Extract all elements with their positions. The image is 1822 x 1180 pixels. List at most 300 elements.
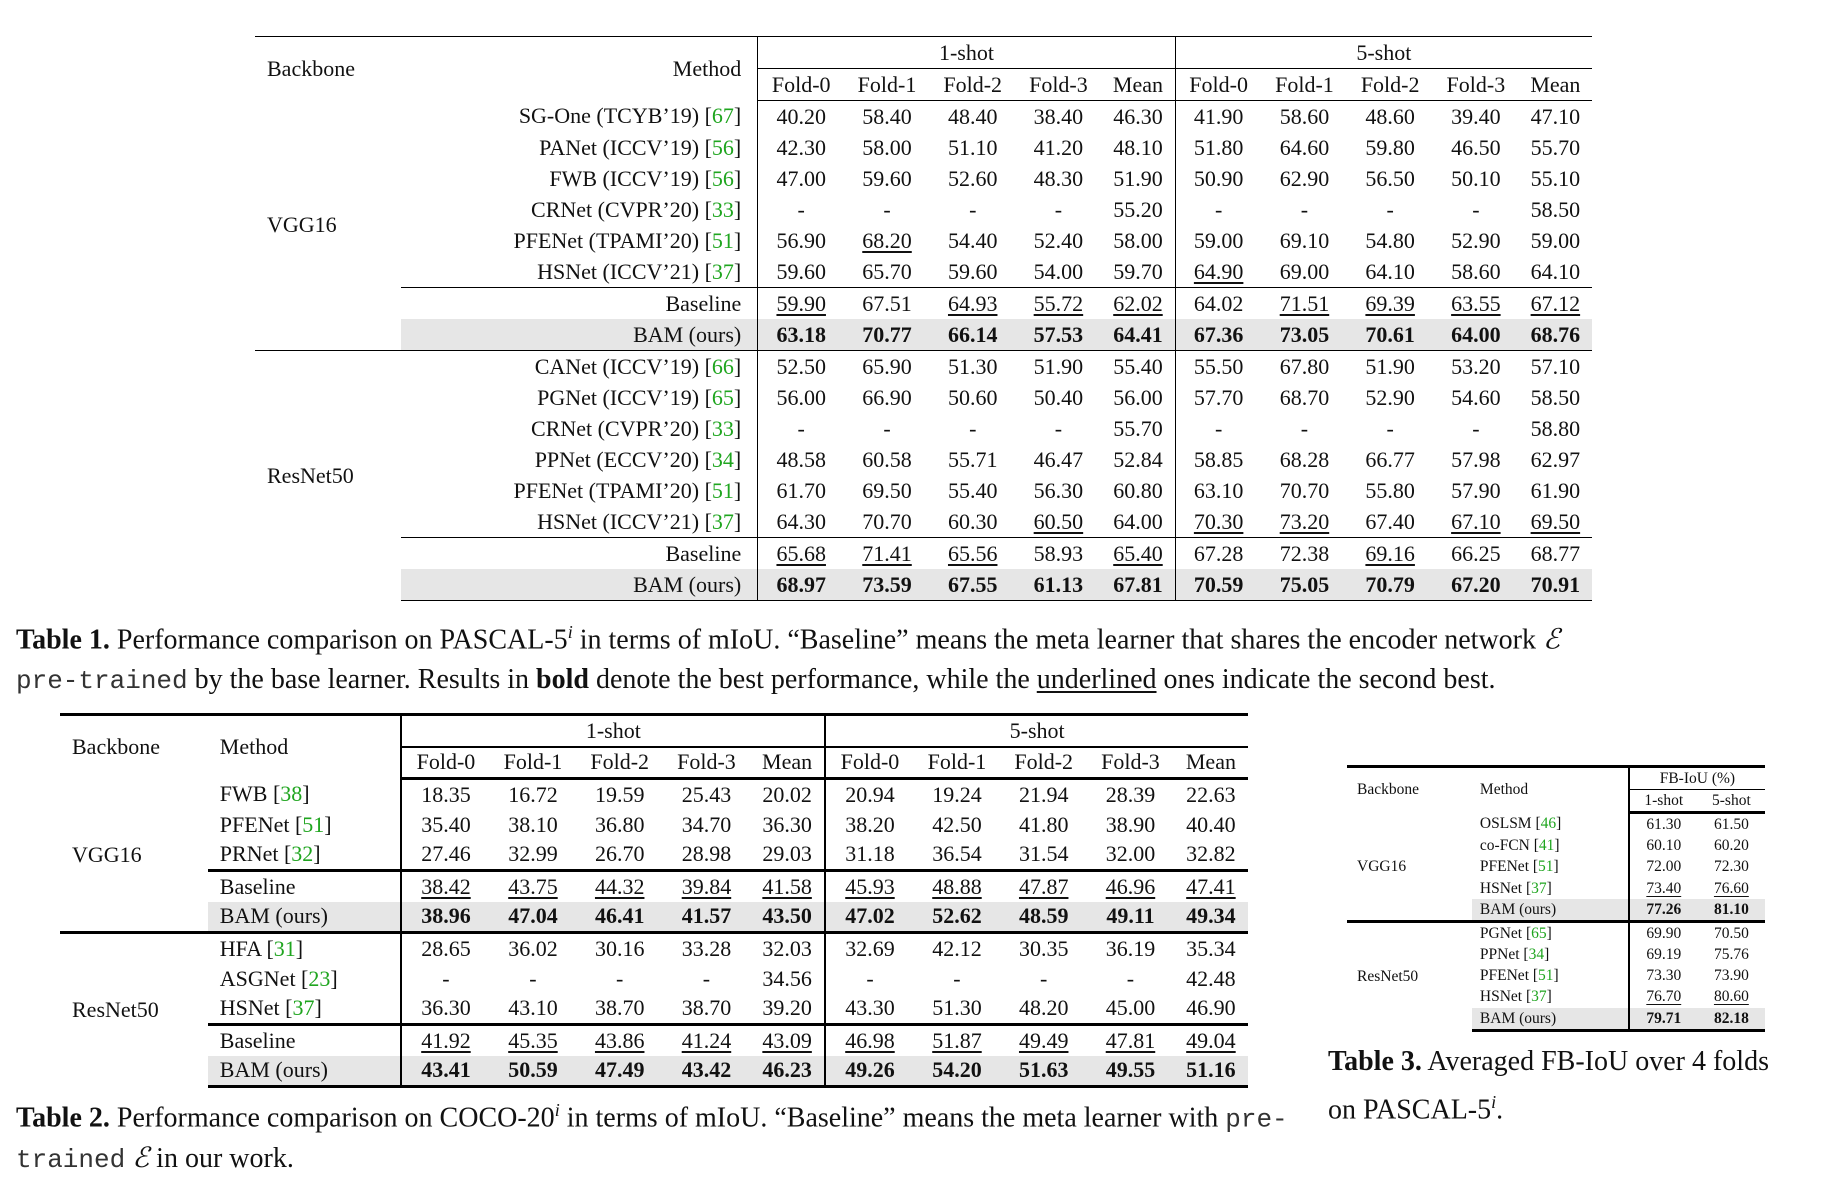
value-text: 65.56 xyxy=(947,540,998,566)
value-text: - xyxy=(969,415,977,441)
value-cell xyxy=(1698,922,1765,945)
value-cell xyxy=(1175,413,1261,444)
value-cell xyxy=(825,1056,913,1087)
value-text: 48.40 xyxy=(947,103,998,129)
header-col: Fold-0 xyxy=(1175,69,1261,101)
value-cell xyxy=(750,779,826,810)
method-cell xyxy=(401,569,758,601)
value-text: 58.60 xyxy=(1279,103,1330,129)
method-cell: PFENet (TPAMI’20) [51] xyxy=(513,227,742,253)
value-cell xyxy=(930,225,1016,256)
value-cell xyxy=(576,870,663,901)
method-cell xyxy=(208,1056,402,1087)
value-cell xyxy=(844,382,930,413)
header-col: Fold-3 xyxy=(1016,69,1102,101)
value-cell xyxy=(758,569,844,601)
value-text: - xyxy=(1054,196,1063,222)
value-text: 66.25 xyxy=(1451,540,1501,566)
value-cell xyxy=(1101,475,1175,506)
value-cell xyxy=(1262,475,1348,506)
value-text: 47.00 xyxy=(776,165,826,191)
method-name: PPNet [ xyxy=(1479,946,1529,964)
citation-link[interactable]: 51 xyxy=(711,227,734,253)
value-cell xyxy=(844,256,930,288)
citation-link[interactable]: 37 xyxy=(1531,988,1547,1006)
value-cell xyxy=(1174,964,1248,994)
value-text: 63.55 xyxy=(1451,290,1501,316)
value-text: 71.41 xyxy=(862,540,912,566)
value-cell xyxy=(914,1024,1001,1055)
value-cell xyxy=(1101,256,1175,288)
value-text: 28.65 xyxy=(421,935,471,961)
value-text: 80.60 xyxy=(1713,988,1749,1006)
value-cell xyxy=(663,1056,750,1087)
method-name: BAM (ours) xyxy=(219,1057,328,1083)
method-name: BAM (ours) xyxy=(219,903,328,929)
backbone-cell: ResNet50 xyxy=(60,933,208,1087)
value-cell xyxy=(930,569,1016,601)
value-text: 48.30 xyxy=(1033,165,1084,191)
value-cell xyxy=(1262,538,1348,570)
value-cell xyxy=(1347,538,1433,570)
header-5shot: 5-shot xyxy=(825,715,1248,747)
citation-link[interactable]: 46 xyxy=(1540,815,1557,833)
citation-link[interactable]: 37 xyxy=(1531,879,1547,897)
value-cell xyxy=(1016,475,1102,506)
value-text: 60.10 xyxy=(1646,837,1682,855)
method-cell: HSNet [37] xyxy=(219,995,322,1021)
value-cell xyxy=(576,933,663,964)
value-cell xyxy=(930,288,1016,320)
value-cell xyxy=(1519,256,1592,288)
value-text: 52.62 xyxy=(932,903,982,929)
value-text: 59.00 xyxy=(1193,227,1244,253)
method-name: Baseline xyxy=(665,540,742,566)
value-cell xyxy=(844,475,930,506)
value-text: 60.50 xyxy=(1033,508,1084,534)
value-cell xyxy=(1000,933,1087,964)
citation-link[interactable]: 51 xyxy=(1538,858,1554,876)
citation-link[interactable]: 56 xyxy=(711,165,734,191)
citation-link[interactable]: 34 xyxy=(711,446,734,472)
method-cell: PPNet [34] xyxy=(1479,946,1550,964)
value-text: 61.13 xyxy=(1033,571,1084,597)
value-cell xyxy=(750,964,826,994)
table-row xyxy=(60,870,1248,901)
value-cell xyxy=(844,194,930,225)
value-text: 81.10 xyxy=(1713,900,1749,918)
value-cell xyxy=(663,933,750,964)
value-cell xyxy=(844,506,930,538)
value-text: 51.10 xyxy=(947,134,998,160)
value-cell xyxy=(1175,444,1261,475)
value-cell xyxy=(1347,413,1433,444)
method-name: HSNet [ xyxy=(1479,988,1532,1006)
value-cell xyxy=(1016,256,1102,288)
value-cell xyxy=(1698,836,1765,857)
value-cell xyxy=(825,964,913,994)
method-cell: CANet (ICCV’19) [66] xyxy=(401,351,758,383)
value-text: 51.90 xyxy=(1033,353,1084,379)
header-col: Mean xyxy=(750,747,826,779)
value-text: 55.10 xyxy=(1530,165,1581,191)
citation-link[interactable]: 37 xyxy=(292,995,315,1021)
method-name: Baseline xyxy=(665,290,742,316)
value-text: 55.70 xyxy=(1113,415,1163,441)
citation-link[interactable]: 33 xyxy=(711,196,734,222)
value-cell xyxy=(825,839,913,870)
table-row xyxy=(60,810,1248,840)
method-cell xyxy=(208,1024,402,1055)
value-cell xyxy=(758,382,844,413)
value-text: 68.77 xyxy=(1530,540,1581,566)
value-cell xyxy=(1016,351,1102,383)
citation-link[interactable]: 41 xyxy=(1538,837,1555,855)
value-cell xyxy=(930,256,1016,288)
citation-link[interactable]: 31 xyxy=(273,935,296,961)
value-cell xyxy=(1433,194,1519,225)
value-text: 32.99 xyxy=(508,841,558,867)
value-text: 67.28 xyxy=(1193,540,1244,566)
value-text: 57.98 xyxy=(1451,446,1501,472)
value-cell xyxy=(1347,194,1433,225)
value-text: 65.40 xyxy=(1113,540,1163,566)
value-cell xyxy=(1087,779,1174,810)
value-text: 66.14 xyxy=(947,321,998,347)
value-text: 67.55 xyxy=(947,571,998,597)
value-cell xyxy=(1174,993,1248,1024)
value-text: 69.39 xyxy=(1365,290,1415,316)
header-1shot: 1-shot xyxy=(758,37,1175,69)
value-cell xyxy=(576,1024,663,1055)
citation-link[interactable]: 37 xyxy=(711,508,734,534)
value-text: 66.90 xyxy=(862,384,912,410)
value-text: - xyxy=(797,196,805,222)
value-cell xyxy=(1175,132,1261,163)
value-text: 20.94 xyxy=(845,781,895,807)
value-text: 38.70 xyxy=(594,995,645,1021)
value-text: 64.60 xyxy=(1279,134,1330,160)
value-cell xyxy=(1433,351,1519,383)
method-name: FWB [ xyxy=(219,781,281,807)
value-cell xyxy=(576,839,663,870)
value-cell xyxy=(758,475,844,506)
value-text: 79.71 xyxy=(1646,1009,1682,1027)
value-text: 58.50 xyxy=(1530,384,1581,410)
value-text: 54.40 xyxy=(947,227,998,253)
value-text: 51.16 xyxy=(1186,1057,1236,1083)
value-text: - xyxy=(442,965,450,991)
table-row xyxy=(255,444,1592,475)
value-text: 59.60 xyxy=(947,258,998,284)
value-text: 47.10 xyxy=(1530,103,1581,129)
value-text: 49.55 xyxy=(1105,1057,1156,1083)
table-row xyxy=(60,779,1248,810)
value-cell xyxy=(1262,101,1348,133)
value-cell xyxy=(758,413,844,444)
value-cell xyxy=(758,225,844,256)
method-name: BAM (ours) xyxy=(1479,1009,1557,1027)
value-text: 73.90 xyxy=(1713,967,1749,985)
value-text: 43.09 xyxy=(762,1027,812,1053)
value-cell xyxy=(1519,444,1592,475)
value-cell xyxy=(930,475,1016,506)
citation-link[interactable]: 37 xyxy=(711,258,734,284)
value-cell xyxy=(930,194,1016,225)
value-text: 57.70 xyxy=(1193,384,1244,410)
value-cell xyxy=(1016,506,1102,538)
value-cell xyxy=(914,902,1001,933)
value-cell xyxy=(1174,779,1248,810)
value-cell xyxy=(844,225,930,256)
value-cell xyxy=(1175,194,1261,225)
value-text: 60.58 xyxy=(862,446,912,472)
value-text: 48.10 xyxy=(1113,134,1163,160)
table-row xyxy=(1347,813,1765,836)
method-cell: HSNet [37] xyxy=(1479,879,1552,897)
value-text: 43.42 xyxy=(681,1057,732,1083)
value-cell xyxy=(930,538,1016,570)
method-name: FWB (ICCV’19) [ xyxy=(549,165,712,191)
table-row xyxy=(255,351,1592,383)
value-text: 65.90 xyxy=(862,353,912,379)
value-cell xyxy=(1262,351,1348,383)
value-text: 52.90 xyxy=(1365,384,1415,410)
value-cell xyxy=(1175,538,1261,570)
value-cell xyxy=(914,964,1001,994)
value-cell xyxy=(1000,1024,1087,1055)
value-text: - xyxy=(883,415,891,441)
value-text: 69.19 xyxy=(1646,946,1682,964)
method-cell xyxy=(401,538,758,570)
value-text: 43.75 xyxy=(508,873,558,899)
citation-link[interactable]: 33 xyxy=(711,415,734,441)
citation-link[interactable]: 65 xyxy=(711,384,734,410)
value-text: 72.00 xyxy=(1646,858,1682,876)
value-text: 67.10 xyxy=(1451,508,1501,534)
value-text: 69.90 xyxy=(1646,924,1682,942)
value-text: - xyxy=(1472,415,1480,441)
citation-link[interactable]: 66 xyxy=(711,353,734,379)
value-text: 66.77 xyxy=(1365,446,1415,472)
header-col: Fold-2 xyxy=(1347,69,1433,101)
header-1shot: 1-shot xyxy=(401,715,825,747)
citation-link[interactable]: 23 xyxy=(308,965,331,991)
value-cell xyxy=(1347,163,1433,194)
value-text: 34.56 xyxy=(762,965,812,991)
citation-link[interactable]: 51 xyxy=(302,811,325,837)
table-row xyxy=(255,538,1592,570)
value-cell xyxy=(1000,870,1087,901)
value-cell xyxy=(401,810,489,840)
method-cell: HSNet [37] xyxy=(1479,988,1552,1006)
citation-link[interactable]: 38 xyxy=(280,781,303,807)
value-cell xyxy=(1016,382,1102,413)
value-text: 64.93 xyxy=(947,290,998,316)
method-cell: HSNet (ICCV’21) [37] xyxy=(537,258,742,284)
value-text: 64.41 xyxy=(1113,321,1163,347)
value-text: 58.50 xyxy=(1530,196,1581,222)
value-text: 54.80 xyxy=(1365,227,1415,253)
method-name: PANet (ICCV’19) [ xyxy=(539,134,712,160)
value-text: - xyxy=(969,196,977,222)
value-text: 22.63 xyxy=(1186,781,1236,807)
value-cell xyxy=(1433,101,1519,133)
value-text: 55.72 xyxy=(1033,290,1084,316)
value-text: 35.34 xyxy=(1186,935,1236,961)
value-cell xyxy=(1087,902,1174,933)
table-row xyxy=(255,225,1592,256)
value-text: 70.91 xyxy=(1530,571,1581,597)
method-name: PFENet (TPAMI’20) [ xyxy=(513,227,712,253)
method-name: PGNet [ xyxy=(1479,924,1532,942)
value-cell xyxy=(1433,444,1519,475)
value-text: 20.02 xyxy=(762,781,812,807)
value-cell xyxy=(1101,225,1175,256)
value-cell xyxy=(401,870,489,901)
value-text: 71.51 xyxy=(1279,290,1330,316)
value-text: - xyxy=(529,965,537,991)
value-text: 56.30 xyxy=(1033,477,1084,503)
header-row xyxy=(1347,767,1765,790)
value-text: 48.58 xyxy=(776,446,826,472)
value-text: 55.80 xyxy=(1365,477,1415,503)
value-cell xyxy=(930,413,1016,444)
value-cell xyxy=(1347,569,1433,601)
value-text: 64.00 xyxy=(1113,508,1163,534)
value-cell xyxy=(1101,413,1175,444)
table-row xyxy=(255,288,1592,320)
value-text: 41.57 xyxy=(681,903,732,929)
value-text: 39.20 xyxy=(762,995,812,1021)
value-cell xyxy=(1174,902,1248,933)
value-cell xyxy=(1698,1008,1765,1031)
value-cell xyxy=(490,1024,577,1055)
method-name: Baseline xyxy=(219,873,296,899)
method-cell: HFA [31] xyxy=(208,933,402,964)
table-3 xyxy=(1347,765,1765,1032)
citation-link[interactable]: 67 xyxy=(711,103,734,129)
citation-link[interactable]: 51 xyxy=(711,477,734,503)
value-text: 47.87 xyxy=(1018,873,1069,899)
value-cell xyxy=(576,902,663,933)
value-text: 38.10 xyxy=(508,811,558,837)
method-name: PFENet [ xyxy=(1479,858,1539,876)
table-row xyxy=(60,964,1248,994)
value-cell xyxy=(1175,101,1261,133)
value-cell xyxy=(1174,1056,1248,1087)
value-cell xyxy=(930,319,1016,351)
value-cell xyxy=(663,810,750,840)
value-text: 28.39 xyxy=(1105,781,1156,807)
value-text: 32.00 xyxy=(1105,841,1156,867)
value-text: 43.10 xyxy=(508,995,558,1021)
header-col: Fold-0 xyxy=(758,69,844,101)
citation-link[interactable]: 32 xyxy=(291,841,314,867)
value-cell xyxy=(490,810,577,840)
value-text: 59.80 xyxy=(1365,134,1415,160)
value-text: 46.23 xyxy=(762,1057,812,1083)
value-cell xyxy=(1347,225,1433,256)
value-text: 56.00 xyxy=(776,384,826,410)
value-cell xyxy=(401,779,489,810)
value-text: 41.80 xyxy=(1018,811,1069,837)
method-name: PFENet (TPAMI’20) [ xyxy=(513,477,712,503)
method-cell: PFENet [51] xyxy=(1479,967,1559,985)
method-cell xyxy=(208,870,402,901)
value-cell xyxy=(825,993,913,1024)
value-text: 70.59 xyxy=(1193,571,1244,597)
table-row xyxy=(255,506,1592,538)
value-text: 62.97 xyxy=(1530,446,1581,472)
value-cell xyxy=(1433,413,1519,444)
value-text: 34.70 xyxy=(681,811,732,837)
value-cell xyxy=(1174,1024,1248,1055)
header-method: Method xyxy=(208,715,402,779)
value-text: 41.90 xyxy=(1193,103,1244,129)
citation-link[interactable]: 34 xyxy=(1528,946,1545,964)
method-name: HFA [ xyxy=(219,935,274,961)
value-cell xyxy=(930,163,1016,194)
value-cell xyxy=(1629,878,1698,899)
method-cell: SG-One (TCYB’19) [67] xyxy=(518,103,742,129)
value-cell xyxy=(490,870,577,901)
table-row xyxy=(255,101,1592,133)
value-cell xyxy=(750,810,826,840)
value-cell xyxy=(1698,899,1765,922)
value-cell xyxy=(1629,813,1698,836)
value-text: 48.59 xyxy=(1018,903,1069,929)
value-cell xyxy=(490,933,577,964)
value-cell xyxy=(1698,987,1765,1008)
value-text: 45.93 xyxy=(845,873,895,899)
value-cell xyxy=(1519,319,1592,351)
value-cell xyxy=(1101,288,1175,320)
method-name: ASGNet [ xyxy=(219,965,309,991)
value-cell xyxy=(576,1056,663,1087)
value-text: 36.30 xyxy=(421,995,471,1021)
value-cell xyxy=(1000,964,1087,994)
value-text: 68.20 xyxy=(862,227,912,253)
value-text: 52.60 xyxy=(947,165,998,191)
value-cell xyxy=(1101,569,1175,601)
value-text: 19.24 xyxy=(932,781,982,807)
method-cell: co-FCN [41] xyxy=(1479,837,1560,855)
value-text: 54.60 xyxy=(1451,384,1501,410)
value-text: 52.50 xyxy=(776,353,826,379)
table-row xyxy=(60,933,1248,964)
method-cell: PGNet [65] xyxy=(1472,922,1629,945)
value-text: 49.26 xyxy=(845,1057,895,1083)
value-cell xyxy=(1101,319,1175,351)
value-text: 53.20 xyxy=(1451,353,1501,379)
citation-link[interactable]: 51 xyxy=(1538,967,1554,985)
value-text: 30.16 xyxy=(594,935,645,961)
value-cell xyxy=(750,902,826,933)
value-text: 68.70 xyxy=(1279,384,1330,410)
value-text: 75.05 xyxy=(1279,571,1330,597)
value-cell xyxy=(576,779,663,810)
table-1 xyxy=(255,36,1592,601)
value-text: 30.35 xyxy=(1018,935,1069,961)
value-text: 26.70 xyxy=(594,841,645,867)
value-cell xyxy=(1000,902,1087,933)
citation-link[interactable]: 56 xyxy=(711,134,734,160)
value-cell xyxy=(401,902,489,933)
citation-link[interactable]: 65 xyxy=(1531,924,1547,942)
value-cell xyxy=(930,506,1016,538)
value-cell xyxy=(844,444,930,475)
